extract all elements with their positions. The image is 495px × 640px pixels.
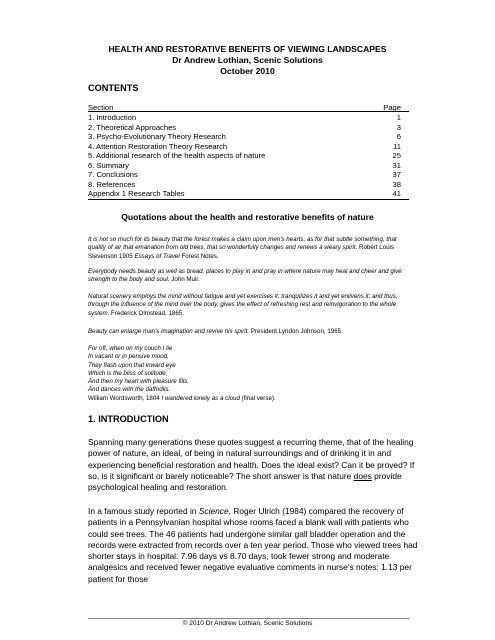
toc-label: 4. Attention Restoration Theory Research [88, 141, 228, 151]
poem-line [88, 370, 416, 378]
page-footer: © 2010 Dr Andrew Lothian, Scenic Solutions [182, 620, 313, 627]
quote-wordsworth [88, 345, 416, 403]
quote-attribution: John Muir. [169, 276, 200, 284]
intro-paragraph-2 [88, 506, 418, 585]
toc-row [88, 151, 409, 161]
toc-page-header: Page [383, 103, 401, 112]
quote-johnson [88, 328, 416, 336]
poem-line-text: They flash upon that inward eye [88, 361, 176, 369]
toc-page: 37 [392, 170, 401, 179]
toc-page: 25 [392, 151, 401, 160]
quote-text: Everybody needs beauty as well as bread, places to play in and pray in where nature may heal and cheer and give strength to the body and soul. [88, 268, 402, 284]
quote-attribution: William Wordsworth, 1804 [88, 394, 162, 402]
introduction-heading: 1. INTRODUCTION [88, 414, 169, 424]
poem-line-text: For oft, when on my couch I lie [88, 345, 173, 352]
poem-line-text: And dances with the daffodils. [88, 386, 171, 394]
toc-label: 6. Summary [88, 160, 129, 170]
quote-work: I wandered lonely as a cloud [161, 394, 240, 402]
toc-top-rule [88, 111, 409, 112]
document-header [0, 44, 495, 77]
toc-page: 38 [392, 179, 401, 189]
toc-page: 1 [396, 113, 401, 122]
quote-attribution-tail: (final verse). [239, 394, 276, 402]
toc-label: 8. References [88, 179, 136, 189]
document-author: Dr Andrew Lothian, Scenic Solutions [172, 55, 323, 65]
quotes-heading: Quotations about the health and restorative benefits of nature [121, 212, 374, 222]
toc-label: 5. Additional research of the health aspects of nature [88, 151, 266, 160]
quote-text: Beauty can enlarge man's imagination and revive his spirit. [88, 328, 250, 335]
toc-page: 41 [392, 189, 401, 198]
paragraph-text: Spanning many generations these quotes suggest a recurring theme, that of the healing power of nature, an ideal, of being in natural surroundings and of drinking it in and experiencing beneficial restoration and health. Does the ideal exist? Can it be proved? If so, is it significant or barely noticeable? The short answer is that nature [88, 437, 415, 481]
toc-row [88, 123, 409, 133]
quote-stevenson [88, 236, 416, 261]
toc-page: 3 [396, 122, 401, 132]
toc-label: 1. Introduction [88, 113, 137, 122]
toc-row [88, 113, 409, 123]
poem-line [88, 353, 416, 361]
quote-work: Essays of Travel [134, 252, 180, 260]
toc-row [88, 142, 409, 152]
document-title: HEALTH AND RESTORATIVE BENEFITS OF VIEWING LANDSCAPES [108, 44, 387, 54]
emphasis-underline: does [353, 470, 372, 481]
poem-line-text: Which is the bliss of solitude; [88, 369, 168, 377]
quote-text: It is not so much for its beauty that the forest makes a claim upon men's hearts, as for that subtle something, that quality of air that emanation from old trees, that so wonderfully changes and renews a weary spirit. [88, 236, 397, 252]
quote-muir [88, 268, 416, 285]
poem-line [88, 386, 416, 394]
toc-row [88, 189, 409, 199]
toc-bottom-rule [88, 199, 409, 200]
table-of-contents [88, 103, 409, 199]
journal-name: Science [198, 506, 229, 516]
toc-page: 6 [396, 132, 401, 141]
paragraph-text: In a famous study reported in [88, 506, 199, 516]
quote-olmstead [88, 293, 416, 318]
paragraph-text: provide psychological healing and restoration. [88, 470, 402, 493]
quote-attribution: President Lyndon Johnson, 1965. [249, 328, 343, 335]
poem-line [88, 378, 416, 386]
toc-row [88, 180, 409, 190]
poem-attribution-line [88, 395, 416, 403]
toc-section-header: Section [88, 103, 114, 112]
document-date: October 2010 [220, 66, 275, 76]
toc-label: 7. Conclusions [88, 170, 138, 179]
quote-attribution-tail: Forest Notes. [179, 252, 219, 260]
quote-text: Natural scenery employs the mind without fatigue and yet exercises it; tranquilizes it and yet enlivens it; and thus, through the influence of the mind over the body, gives the effect of refreshing rest and reinvigoration to the whole system. [88, 293, 398, 317]
poem-line [88, 362, 416, 370]
intro-paragraph-1 [88, 437, 418, 493]
quote-attribution: Frederick Olmstead, 1865. [109, 309, 184, 317]
poem-line-text: And then my heart with pleasure fills, [88, 378, 190, 386]
toc-label: 3. Psycho-Evolutionary Theory Research [88, 132, 226, 141]
toc-row [88, 161, 409, 171]
toc-row [88, 132, 409, 142]
contents-heading: CONTENTS [88, 83, 139, 93]
toc-label: 2. Theoretical Approaches [88, 122, 177, 132]
quote-attribution: Robert Louis Stevenson 1905 [88, 244, 395, 260]
toc-page: 31 [392, 160, 401, 170]
toc-row [88, 170, 409, 180]
toc-label: Appendix 1 Research Tables [88, 189, 185, 198]
poem-line [88, 345, 416, 353]
paragraph-text: , Roger Ulrich (1984) compared the recovery of patients in a Pennsylvanian hospital whose rooms faced a blank wall with patients who could see trees. The 46 patients had undergone similar gall bladder operation and the records were extracted from records over a ten year period. Those who viewed trees had shorter stays in hospital: 7.96 days vs 8.70 days, took fewer strong and moderate analgesics and received fewer negative evaluative comments in nurse’s notes: 1.13 per patient for those [88, 506, 418, 584]
footer-rule [88, 618, 409, 619]
poem-line-text: In vacant or in pensive mood, [88, 353, 169, 361]
toc-page: 11 [393, 141, 401, 151]
